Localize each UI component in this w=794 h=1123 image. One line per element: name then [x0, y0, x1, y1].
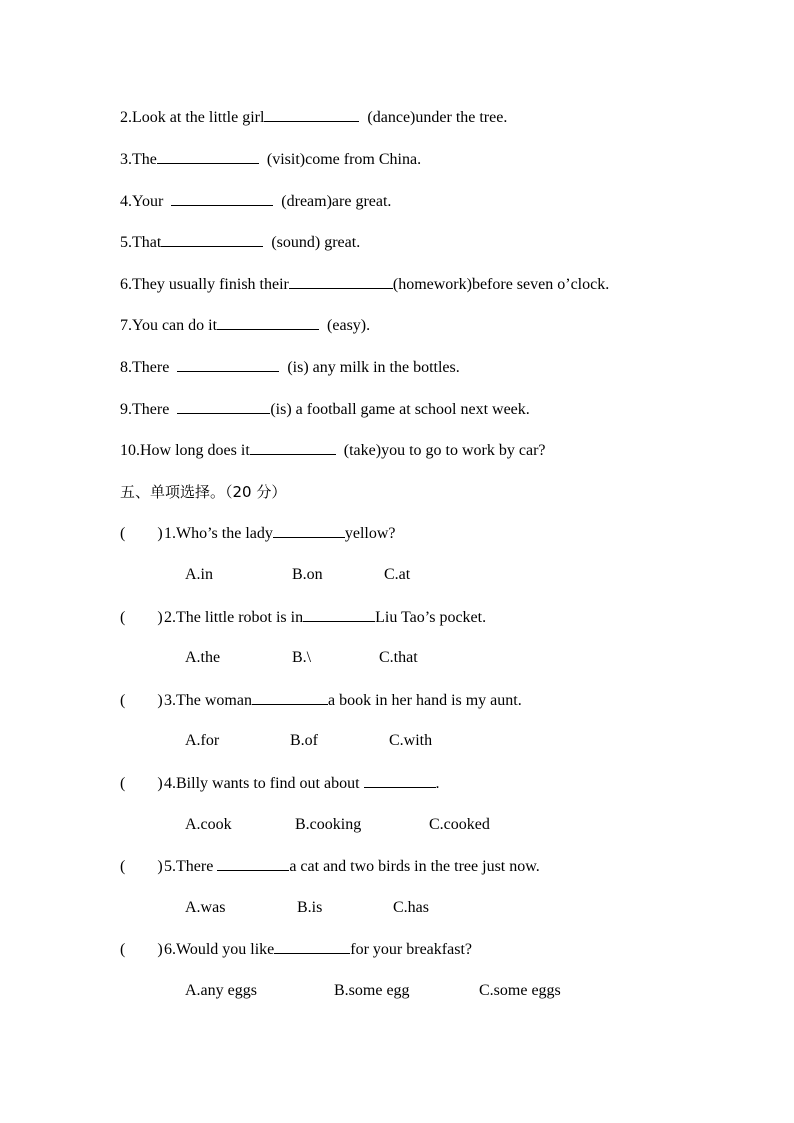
section-title: 五、单项选择。（20 分） — [120, 483, 287, 501]
fill-question-4 — [120, 191, 391, 212]
fill-question-3 — [120, 149, 421, 170]
question-stem-end: for your breakfast? — [350, 941, 472, 958]
answer-blank[interactable] — [157, 149, 259, 164]
answer-blank — [252, 690, 328, 705]
option-c[interactable]: C.that — [379, 649, 418, 666]
question-hint: (visit)come from China. — [266, 151, 422, 168]
answer-paren[interactable]: ( ) — [120, 775, 163, 792]
option-a[interactable]: A.cook — [185, 816, 232, 833]
question-hint: (is) a football game at school next week. — [270, 401, 530, 418]
answer-blank[interactable] — [161, 232, 263, 247]
mc-question-3 — [120, 690, 522, 711]
option-a[interactable]: A.was — [185, 899, 226, 916]
answer-paren[interactable]: ( ) — [120, 609, 163, 626]
fill-question-2 — [120, 107, 507, 128]
question-stem: 5.There — [164, 858, 214, 875]
answer-blank — [303, 607, 375, 622]
question-stem-end: yellow? — [344, 525, 396, 542]
answer-blank[interactable] — [171, 191, 273, 206]
option-a[interactable]: A.in — [185, 566, 213, 583]
question-stem: 4.Billy wants to find out about — [164, 775, 360, 792]
mc-question-1 — [120, 523, 396, 544]
answer-blank[interactable] — [250, 440, 336, 455]
question-hint: (is) any milk in the bottles. — [287, 359, 460, 376]
answer-paren[interactable]: ( ) — [120, 858, 163, 875]
question-stem-end: a cat and two birds in the tree just now. — [289, 858, 540, 875]
question-text: 6.They usually finish their — [120, 276, 289, 293]
option-b[interactable]: B.is — [297, 899, 323, 916]
fill-question-10 — [120, 440, 546, 461]
question-stem: 2.The little robot is in — [164, 609, 304, 626]
mc-options-5 — [185, 898, 429, 918]
mc-options-3 — [185, 731, 432, 751]
option-c[interactable]: C.at — [384, 566, 411, 583]
fill-question-6 — [120, 274, 609, 295]
question-stem: 3.The woman — [164, 692, 252, 709]
question-hint: (easy). — [327, 317, 371, 334]
fill-question-5 — [120, 232, 360, 253]
option-b[interactable]: B.of — [290, 732, 318, 749]
option-a[interactable]: A.any eggs — [185, 982, 257, 999]
mc-question-6 — [120, 939, 472, 960]
option-b[interactable]: B.some egg — [334, 982, 410, 999]
question-hint: (homework)before seven o’clock. — [392, 276, 610, 293]
mc-options-4 — [185, 815, 490, 835]
question-text: 10.How long does it — [120, 442, 250, 459]
answer-blank[interactable] — [177, 357, 279, 372]
option-c[interactable]: C.cooked — [429, 816, 490, 833]
question-hint: (dream)are great. — [281, 193, 392, 210]
fill-question-7 — [120, 315, 370, 336]
mc-question-2 — [120, 607, 486, 628]
question-stem: 1.Who’s the lady — [164, 525, 273, 542]
answer-blank — [274, 939, 350, 954]
option-c[interactable]: C.with — [389, 732, 433, 749]
answer-blank — [364, 773, 436, 788]
answer-blank[interactable] — [264, 107, 359, 122]
question-text: 4.Your — [120, 193, 164, 210]
question-text: 5.That — [120, 234, 162, 251]
answer-blank[interactable] — [217, 315, 319, 330]
question-text: 8.There — [120, 359, 170, 376]
fill-question-8 — [120, 357, 460, 378]
mc-question-4 — [120, 773, 440, 794]
answer-paren[interactable]: ( ) — [120, 692, 163, 709]
mc-options-2 — [185, 648, 418, 668]
option-a[interactable]: A.for — [185, 732, 220, 749]
question-hint: (dance)under the tree. — [367, 109, 508, 126]
question-stem: 6.Would you like — [164, 941, 275, 958]
question-stem-end: . — [435, 775, 440, 792]
question-hint: (sound) great. — [271, 234, 361, 251]
question-hint: (take)you to go to work by car? — [343, 442, 546, 459]
mc-options-6 — [185, 981, 561, 1001]
question-stem-end: a book in her hand is my aunt. — [327, 692, 522, 709]
question-text: 3.The — [120, 151, 157, 168]
answer-blank[interactable] — [177, 399, 270, 414]
answer-blank[interactable] — [289, 274, 393, 289]
question-text: 9.There — [120, 401, 170, 418]
option-b[interactable]: B.cooking — [295, 816, 362, 833]
answer-paren[interactable]: ( ) — [120, 941, 163, 958]
answer-blank — [273, 523, 345, 538]
option-a[interactable]: A.the — [185, 649, 221, 666]
question-text: 2.Look at the little girl — [120, 109, 265, 126]
answer-paren[interactable]: ( ) — [120, 525, 163, 542]
option-c[interactable]: C.some eggs — [479, 982, 561, 999]
option-b[interactable]: B.\ — [292, 649, 312, 666]
option-c[interactable]: C.has — [393, 899, 429, 916]
question-stem-end: Liu Tao’s pocket. — [375, 609, 487, 626]
answer-blank — [217, 856, 289, 871]
option-b[interactable]: B.on — [292, 566, 323, 583]
question-text: 7.You can do it — [120, 317, 218, 334]
fill-question-9 — [120, 399, 530, 420]
mc-options-1 — [185, 565, 410, 585]
mc-question-5 — [120, 856, 540, 877]
